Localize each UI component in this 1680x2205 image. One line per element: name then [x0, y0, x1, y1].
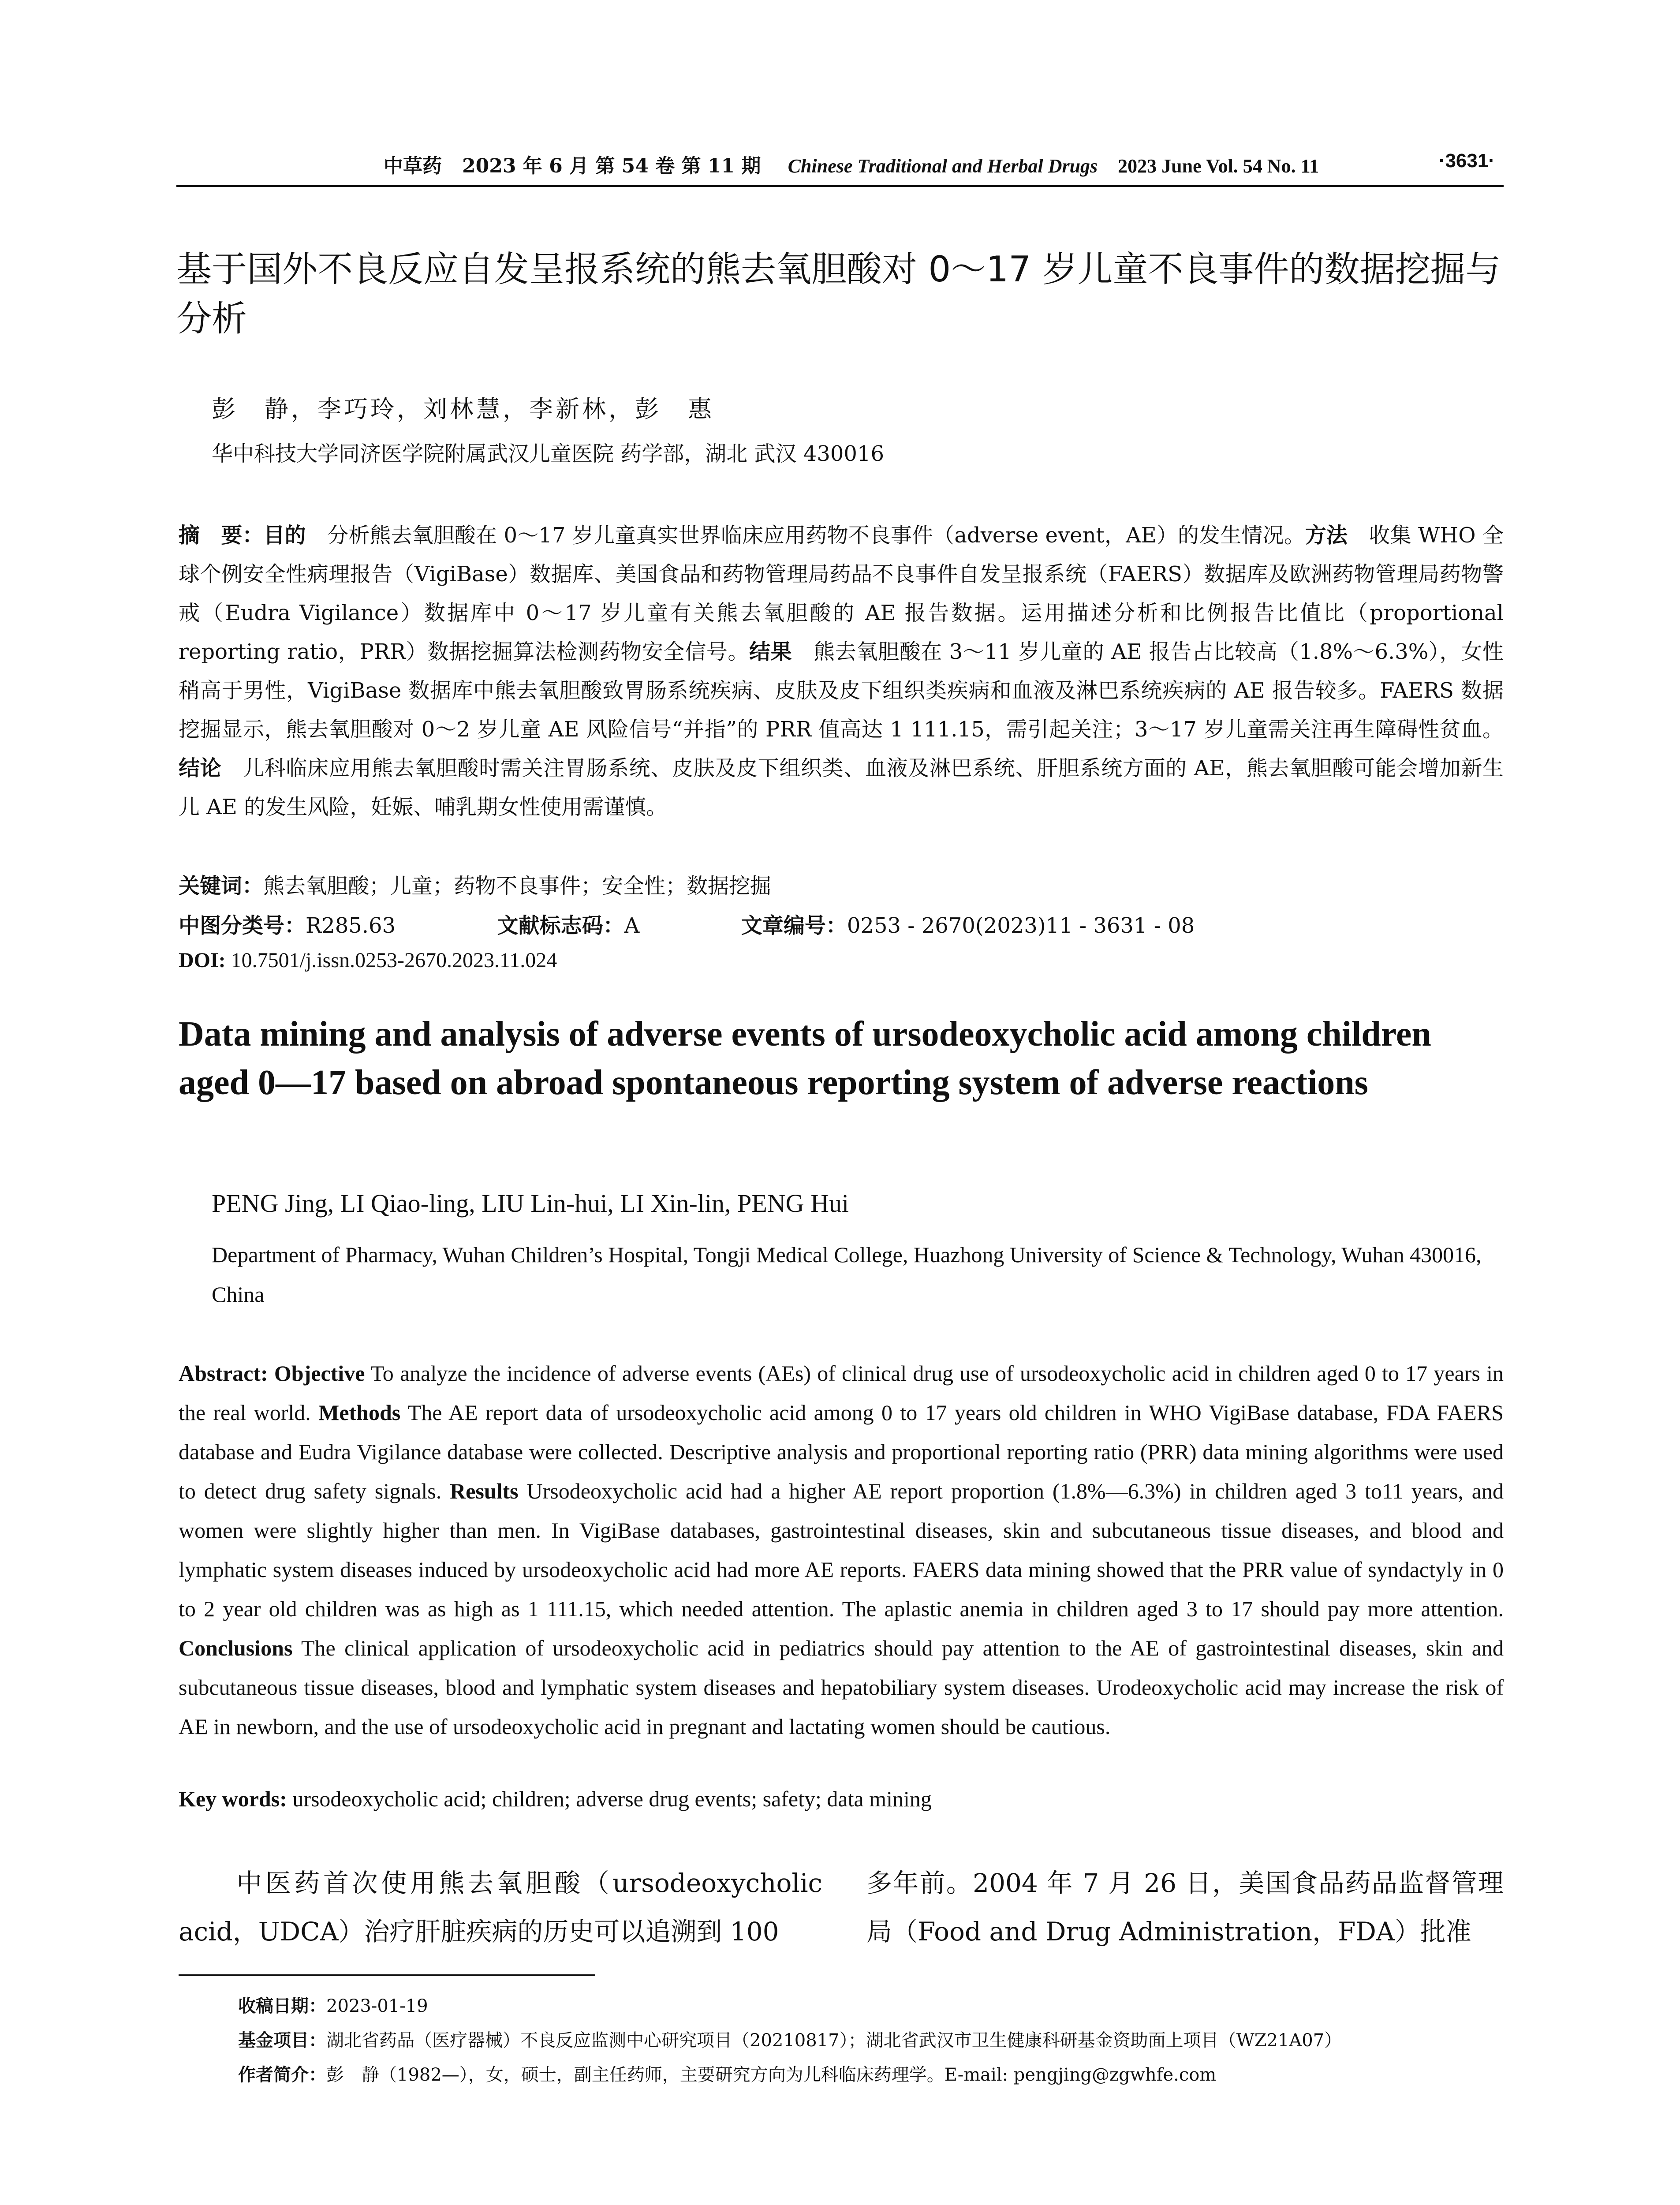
body-column-left: 中医药首次使用熊去氧胆酸（ursodeoxycholic acid，UDCA）治疗肝脏疾病的历史可以追溯到 100 [179, 1868, 822, 1947]
doi-label: DOI: [179, 949, 226, 972]
affiliation-en: Department of Pharmacy, Wuhan Children’s Hospital, Tongji Medical College, Huazhong University of Science & Technology, Wuhan 430016, China [212, 1242, 1482, 1307]
objective-label-cn: 目的 [263, 523, 306, 548]
methods-text-cn: 收集 WHO 全球个例安全性病理报告（VigiBase）数据库、美国食品和药物管理局药品不良事件自发呈报系统（FAERS）数据库及欧洲药物管理局药物警戒（Eudra Vigilance）数据库中 0～17 岁儿童有关熊去氧胆酸的 AE 报告数据。运用描述分析和比例报告比值比（proportional reporting ratio，PRR）数据挖掘算法检测药物安全信号。 [179, 523, 1504, 664]
funding-label: 基金项目： [238, 2030, 326, 2051]
footnote-received [238, 1989, 1504, 2023]
received-label: 收稿日期： [238, 1996, 326, 2016]
body-column-right: 多年前。2004 年 7 月 26 日，美国食品药品监督管理局（Food and Drug Administration，FDA）批准 [866, 1868, 1504, 1947]
footnote-divider [179, 1974, 595, 1976]
keywords-label-en: Key words: [179, 1786, 287, 1811]
methods-text-en: The AE report data of ursodeoxycholic acid among 0 to 17 years old children in WHO VigiBase database, FDA FAERS database and Eudra Vigilance database were collected. Descriptive analysis and proportional reporting ratio (PRR) data mining algorithms were used to detect drug safety signals. [179, 1400, 1504, 1503]
title-cn: 基于国外不良反应自发呈报系统的熊去氧胆酸对 0～17 岁儿童不良事件的数据挖掘与分析 [176, 249, 1501, 339]
abstract-cn [179, 516, 1504, 826]
title-en: Data mining and analysis of adverse events of ursodeoxycholic acid among children aged 0—17 based on abroad spontaneous reporting system of adverse reactions [179, 1015, 1431, 1102]
results-text-cn: 熊去氧胆酸在 3～11 岁儿童的 AE 报告占比较高（1.8%～6.3%），女性稍高于男性，VigiBase 数据库中熊去氧胆酸致胃肠系统疾病、皮肤及皮下组织类疾病和血液及淋巴系统疾病的 AE 报告较多。FAERS 数据挖掘显示，熊去氧胆酸对 0～2 岁儿童 AE 风险信号“并指”的 PRR 值高达 1 111.15，需引起关注；3～17 岁儿童需关注再生障碍性贫血。 [179, 639, 1504, 742]
authors-cn: 彭 静，李巧玲，刘林慧，李新林，彭 惠 [212, 395, 714, 423]
authors-en: PENG Jing, LI Qiao-ling, LIU Lin-hui, LI Xin-lin, PENG Hui [212, 1189, 849, 1218]
doi-value: 10.7501/j.issn.0253-2670.2023.11.024 [225, 949, 557, 972]
results-label-en: Results [450, 1479, 519, 1503]
results-label-cn: 结果 [749, 639, 792, 664]
doc-code-value: A [624, 913, 640, 938]
methods-label-cn: 方法 [1305, 523, 1348, 548]
classification-line [179, 908, 1195, 939]
issue-cn: 2023 年 6 月 第 54 卷 第 11 期 [462, 155, 761, 177]
article-no-label: 文章编号： [741, 913, 847, 938]
abstract-label-cn: 摘 要： [179, 523, 264, 548]
journal-name-cn: 中草药 [384, 155, 442, 177]
received-value: 2023-01-19 [326, 1996, 428, 2016]
abstract-en [179, 1354, 1504, 1746]
clc-value: R285.63 [306, 913, 396, 938]
doc-code-label: 文献标志码： [497, 913, 624, 938]
footnote-author [238, 2058, 1504, 2092]
keywords-text-en: ursodeoxycholic acid; children; adverse drug events; safety; data mining [287, 1786, 932, 1811]
journal-name-en: Chinese Traditional and Herbal Drugs [788, 155, 1098, 177]
conclusions-text-en: The clinical application of ursodeoxycholic acid in pediatrics should pay attention to the AE of gastrointestinal diseases, skin and subcutaneous tissue diseases, blood and lymphatic system diseases and hepatobiliary system diseases. Urodeoxycholic acid may increase the risk of AE in newborn, and the use of ursodeoxycholic acid in pregnant and lactating women should be cautious. [179, 1636, 1504, 1739]
footnote-funding [238, 2023, 1504, 2058]
doi-line [179, 948, 557, 972]
keywords-label-cn: 关键词： [179, 874, 264, 898]
clc-label: 中图分类号： [179, 913, 306, 938]
running-header [176, 146, 1504, 187]
abstract-label-en: Abstract: Objective [179, 1361, 365, 1386]
journal-citation [384, 150, 1319, 178]
keywords-text-cn: 熊去氧胆酸；儿童；药物不良事件；安全性；数据挖掘 [263, 874, 772, 898]
objective-text-en: To analyze the incidence of adverse events (AEs) of clinical drug use of ursodeoxycholic acid in children aged 0 to 17 years in the real world. [179, 1361, 1504, 1425]
footnotes [238, 1989, 1504, 2092]
issue-en: 2023 June Vol. 54 No. 11 [1118, 155, 1319, 177]
conclusions-label-cn: 结论 [179, 756, 222, 781]
keywords-cn [179, 869, 771, 899]
page-number: ·3631· [1438, 150, 1495, 172]
funding-value: 湖北省药品（医疗器械）不良反应监测中心研究项目（20210817）；湖北省武汉市卫生健康科研基金资助面上项目（WZ21A07） [326, 2030, 1342, 2051]
objective-text-cn: 分析熊去氧胆酸在 0～17 岁儿童真实世界临床应用药物不良事件（adverse event，AE）的发生情况。 [306, 523, 1305, 548]
conclusions-text-cn: 儿科临床应用熊去氧胆酸时需关注胃肠系统、皮肤及皮下组织类、血液及淋巴系统、肝胆系统方面的 AE，熊去氧胆酸可能会增加新生儿 AE 的发生风险，妊娠、哺乳期女性使用需谨慎。 [179, 756, 1504, 819]
results-text-en: Ursodeoxycholic acid had a higher AE report proportion (1.8%—6.3%) in children aged 3 to11 years, and women were slightly higher than men. In VigiBase databases, gastrointestinal diseases, skin and subcutaneous tissue diseases, and blood and lymphatic system diseases induced by ursodeoxycholic acid had more AE reports. FAERS data mining showed that the PRR value of syndactyly in 0 to 2 year old children was as high as 1 111.15, which needed attention. The aplastic anemia in children aged 3 to 17 should pay more attention. [179, 1479, 1504, 1621]
keywords-en [179, 1786, 932, 1812]
methods-label-en: Methods [318, 1400, 401, 1425]
affiliation-cn: 华中科技大学同济医学院附属武汉儿童医院 药学部，湖北 武汉 430016 [212, 441, 885, 466]
author-bio-value: 彭 静（1982—），女，硕士，副主任药师，主要研究方向为儿科临床药理学。E-mail: pengjing@zgwhfe.com [326, 2065, 1217, 2085]
author-bio-label: 作者简介： [238, 2065, 326, 2085]
conclusions-label-en: Conclusions [179, 1636, 293, 1660]
article-no-value: 0253 - 2670(2023)11 - 3631 - 08 [847, 913, 1195, 938]
